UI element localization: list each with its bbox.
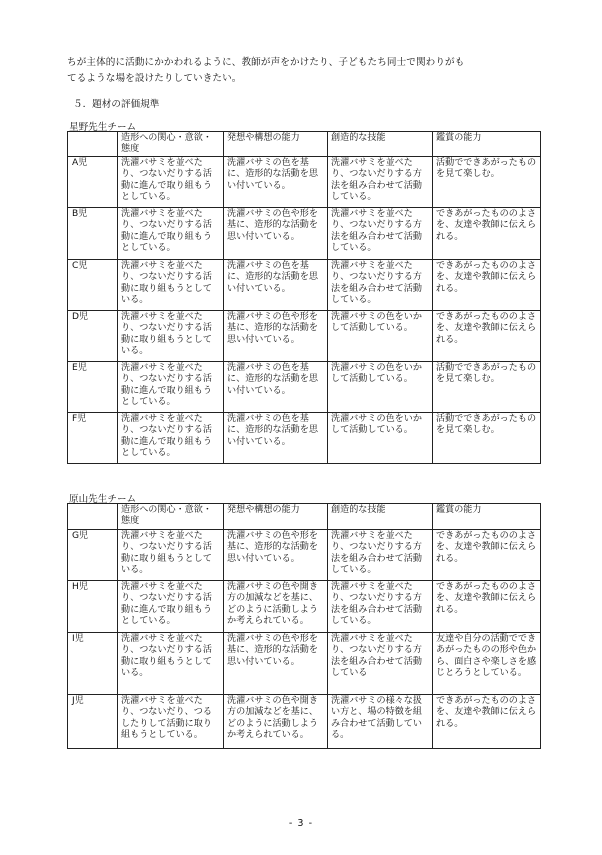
table-row	[68, 633, 541, 695]
criteria-cell: 洗濯バサミを並べたり、つないだりする方法を組み合わせて活動している	[328, 633, 433, 695]
criteria-cell: 洗濯バサミを並べたり、つないだりする活動に進んで取り組もうとしている。	[118, 581, 224, 633]
table-row	[68, 207, 541, 259]
criteria-cell: 洗濯バサミの様々な扱い方と、場の特徴を組み合わせて活動している。	[328, 695, 433, 749]
header-row	[68, 504, 541, 530]
child-id-cell: D児	[68, 310, 118, 361]
header-blank-cell	[68, 132, 118, 157]
header-cell: 鑑賞の能力	[433, 132, 541, 157]
table-row	[68, 581, 541, 633]
intro-line: てるような場を設けたりしていきたい。	[67, 73, 242, 84]
header-cell: 発想や構想の能力	[224, 504, 328, 530]
child-id-cell: A児	[68, 156, 118, 207]
criteria-cell: 洗濯バサミを並べたり、つないだりする方法を組み合わせて活動している。	[328, 581, 433, 633]
criteria-cell: 洗濯バサミの色をいかして活動している。	[328, 412, 433, 463]
criteria-cell: 洗濯バサミの色をいかして活動している。	[328, 361, 433, 412]
criteria-cell: 洗濯バサミの色や形を基に、造形的な活動を思い付いている。	[224, 207, 328, 259]
child-id-cell: G児	[68, 530, 118, 581]
section-heading: ５．題材の評価規準	[73, 99, 160, 110]
criteria-cell: 洗濯バサミの色をいかして活動している。	[328, 310, 433, 361]
criteria-cell: 洗濯バサミの色を基に、造形的な活動を思い付いている。	[224, 259, 328, 310]
criteria-cell: 洗濯バサミを並べたり、つないだりする活動に進んで取り組もうとしている。	[118, 207, 224, 259]
criteria-cell: できあがったもののよさを、友達や教師に伝えられる。	[433, 530, 541, 581]
criteria-cell: できあがったもののよさを、友達や教師に伝えられる。	[433, 207, 541, 259]
criteria-cell: 洗濯バサミの色を基に、造形的な活動を思い付いている。	[224, 361, 328, 412]
criteria-cell: 洗濯バサミを並べたり、つないだりする活動に取り組もうとしている。	[118, 259, 224, 310]
criteria-cell: 洗濯バサミを並べたり、つないだりする活動に取り組もうとしている。	[118, 633, 224, 695]
criteria-cell: 洗濯バサミの色を基に、造形的な活動を思い付いている。	[224, 156, 328, 207]
criteria-cell: 洗濯バサミを並べたり、つないだりする活動に取り組もうとしている。	[118, 310, 224, 361]
header-cell: 造形への関心・意欲・態度	[118, 132, 224, 157]
criteria-cell: 洗濯バサミを並べたり、つないだりする活動に進んで取り組もうとしている。	[118, 156, 224, 207]
header-cell: 発想や構想の能力	[224, 132, 328, 157]
criteria-cell: できあがったもののよさを、友達や教師に伝えられる。	[433, 581, 541, 633]
header-cell: 鑑賞の能力	[433, 504, 541, 530]
criteria-cell: 活動でできあがったものを見て楽しむ。	[433, 156, 541, 207]
table-row	[68, 310, 541, 361]
header-cell: 創造的な技能	[328, 504, 433, 530]
criteria-cell: 洗濯バサミを並べたり、つないだりする活動に進んで取り組もうとしている。	[118, 361, 224, 412]
page-number: - 3 -	[288, 818, 314, 829]
criteria-cell: できあがったもののよさを、友達や教師に伝えられる。	[433, 695, 541, 749]
table-row	[68, 695, 541, 749]
criteria-cell: 洗濯バサミを並べたり、つないだり、つるしたりして活動に取り組もうとしている。	[118, 695, 224, 749]
criteria-cell: 洗濯バサミを並べたり、つないだりする活動に進んで取り組もうとしている。	[118, 412, 224, 463]
criteria-cell: 活動でできあがったものを見て楽しむ。	[433, 361, 541, 412]
criteria-cell: 洗濯バサミを並べたり、つないだりする方法を組み合わせて活動している。	[328, 156, 433, 207]
child-id-cell: C児	[68, 259, 118, 310]
header-cell: 創造的な技能	[328, 132, 433, 157]
header-cell: 造形への関心・意欲・態度	[118, 504, 224, 530]
criteria-cell: 洗濯バサミの色や開き方の加減などを基に、どのように活動しようか考えられている。	[224, 581, 328, 633]
intro-line: ちが主体的に活動にかかわれるように、教師が声をかけたり、子どもたち同士で関わりがも	[67, 57, 465, 68]
criteria-cell: 洗濯バサミを並べたり、つないだりする方法を組み合わせて活動している。	[328, 259, 433, 310]
criteria-cell: 洗濯バサミの色を基に、造形的な活動を思い付いている。	[224, 412, 328, 463]
table-row	[68, 530, 541, 581]
table-row	[68, 156, 541, 207]
child-id-cell: H児	[68, 581, 118, 633]
child-id-cell: F児	[68, 412, 118, 463]
criteria-cell: 洗濯バサミの色や開き方の加減などを基に、どのように活動しようか考えられている。	[224, 695, 328, 749]
criteria-table-harayama	[67, 503, 541, 749]
criteria-cell: 洗濯バサミの色や形を基に、造形的な活動を思い付いている。	[224, 530, 328, 581]
child-id-cell: J児	[68, 695, 118, 749]
criteria-cell: 洗濯バサミを並べたり、つないだりする方法を組み合わせて活動している。	[328, 207, 433, 259]
criteria-cell: 洗濯バサミを並べたり、つないだりする方法を組み合わせて活動している。	[328, 530, 433, 581]
team-title-hoshino: 星野先生チーム	[69, 122, 137, 133]
header-row	[68, 132, 541, 157]
child-id-cell: E児	[68, 361, 118, 412]
criteria-cell: 洗濯バサミの色や形を基に、造形的な活動を思い付いている。	[224, 633, 328, 695]
criteria-cell: 友達や自分の活動でできあがったものの形や色から、面白さや楽しさを感じとろうとしている。	[433, 633, 541, 695]
team-title-harayama: 原山先生チーム	[69, 494, 137, 505]
header-blank-cell	[68, 504, 118, 530]
criteria-cell: できあがったもののよさを、友達や教師に伝えられる。	[433, 259, 541, 310]
table-row	[68, 259, 541, 310]
criteria-cell: 洗濯バサミの色や形を基に、造形的な活動を思い付いている。	[224, 310, 328, 361]
criteria-cell: できあがったもののよさを、友達や教師に伝えられる。	[433, 310, 541, 361]
criteria-cell: 洗濯バサミを並べたり、つないだりする活動に取り組もうとしている。	[118, 530, 224, 581]
child-id-cell: I児	[68, 633, 118, 695]
criteria-cell: 活動でできあがったものを見て楽しむ。	[433, 412, 541, 463]
table-row	[68, 412, 541, 463]
child-id-cell: B児	[68, 207, 118, 259]
intro-paragraph	[67, 55, 547, 87]
table-row	[68, 361, 541, 412]
criteria-table-hoshino	[67, 131, 541, 464]
